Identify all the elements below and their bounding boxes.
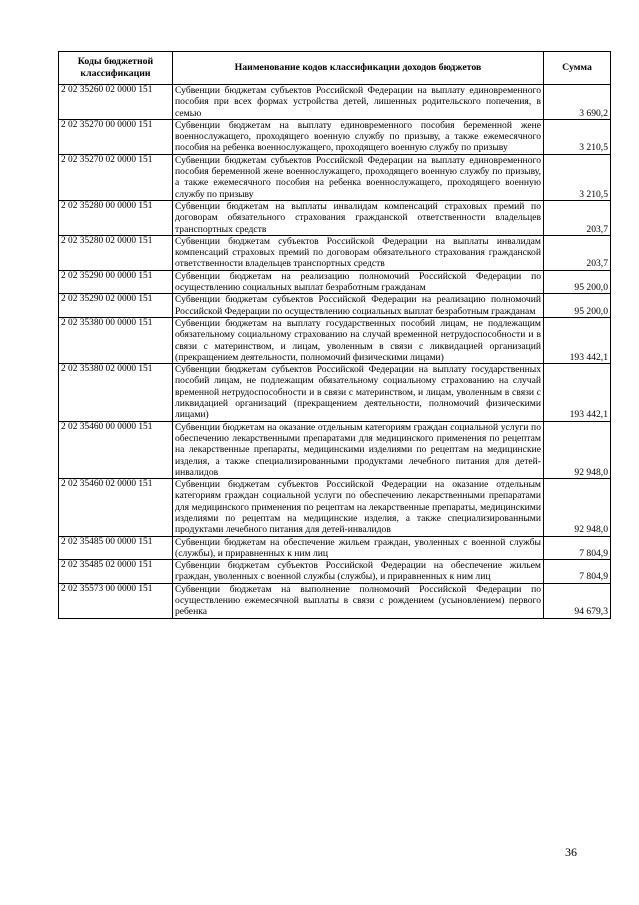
- table-row: [59, 235, 611, 270]
- row-code: 2 02 35485 02 0000 151: [59, 560, 173, 584]
- row-sum: 3 210,5: [544, 154, 611, 200]
- row-code: 2 02 35573 00 0000 151: [59, 583, 173, 618]
- row-code: 2 02 35460 00 0000 151: [59, 421, 173, 478]
- row-sum: 94 679,3: [544, 583, 611, 618]
- row-sum: 203,7: [544, 235, 611, 270]
- table-header-row: [59, 52, 611, 85]
- row-name: Субвенции бюджетам на выплату государственных пособий лицам, не подлежащим обязательному социальному страхованию на случай временной нетрудоспособности и в связи с материнством, и лицам, уволенным в связи с ликвидацией организаций (прекращением деятельности, полномочий физическими лицами): [173, 317, 544, 363]
- row-sum: 92 948,0: [544, 479, 611, 536]
- table-row: [59, 119, 611, 154]
- page-number: 36: [565, 845, 577, 859]
- row-sum: 95 200,0: [544, 294, 611, 318]
- table-row: [59, 317, 611, 363]
- table-row: [59, 294, 611, 318]
- row-name: Субвенции бюджетам субъектов Российской Федерации на оказание отдельным категориям граждан социальной услуги по обеспечению лекарственными препаратами для медицинского применения по рецептам на лекарственные препараты, медицинскими изделиями по рецептам на медицинские изделия, а также специализированными продуктами лечебного питания для детей-инвалидов: [173, 479, 544, 536]
- table-row: [59, 364, 611, 421]
- row-code: 2 02 35260 02 0000 151: [59, 85, 173, 120]
- row-sum: 3 690,2: [544, 85, 611, 120]
- table-row: [59, 200, 611, 235]
- row-name: Субвенции бюджетам субъектов Российской Федерации на выплаты инвалидам компенсаций страховых премий по договорам обязательного страхования гражданской ответственности владельцев транспортных средств: [173, 235, 544, 270]
- row-code: 2 02 35270 00 0000 151: [59, 119, 173, 154]
- table-body: [59, 85, 611, 619]
- row-name: Субвенции бюджетам субъектов Российской Федерации на выплату единовременного пособия при всех формах устройства детей, лишенных родительского попечения, в семью: [173, 85, 544, 120]
- table-row: [59, 536, 611, 560]
- row-name: Субвенции бюджетам субъектов Российской Федерации на выплату единовременного пособия беременной жене военнослужащего, проходящего военную службу по призыву, а также ежемесячного пособия на ребенка военнослужащего, проходящего военную службу по призыву: [173, 154, 544, 200]
- row-name: Субвенции бюджетам субъектов Российской Федерации на обеспечение жильем граждан, уволенных с военной службы (службы), и приравненных к ним лиц: [173, 560, 544, 584]
- row-sum: 203,7: [544, 200, 611, 235]
- row-sum: 7 804,9: [544, 536, 611, 560]
- row-name: Субвенции бюджетам субъектов Российской Федерации на реализацию полномочий Российской Федерации по осуществлению социальных выплат безработным гражданам: [173, 294, 544, 318]
- row-code: 2 02 35380 02 0000 151: [59, 364, 173, 421]
- row-sum: 7 804,9: [544, 560, 611, 584]
- row-code: 2 02 35270 02 0000 151: [59, 154, 173, 200]
- row-code: 2 02 35290 00 0000 151: [59, 270, 173, 294]
- row-name: Субвенции бюджетам на обеспечение жильем граждан, уволенных с военной службы (службы), и приравненных к ним лиц: [173, 536, 544, 560]
- header-codes: Коды бюджетной классификации: [59, 52, 173, 85]
- row-code: 2 02 35460 02 0000 151: [59, 479, 173, 536]
- row-name: Субвенции бюджетам на оказание отдельным категориям граждан социальной услуги по обеспечению лекарственными препаратами для медицинского применения по рецептам на лекарственные препараты, медицинскими изделиями по рецептам на медицинские изделия, а также специализированными продуктами лечебного питания для детей-инвалидов: [173, 421, 544, 478]
- header-name: Наименование кодов классификации доходов бюджетов: [173, 52, 544, 85]
- row-code: 2 02 35280 00 0000 151: [59, 200, 173, 235]
- row-name: Субвенции бюджетам на реализацию полномочий Российской Федерации по осуществлению социальных выплат безработным гражданам: [173, 270, 544, 294]
- row-code: 2 02 35485 00 0000 151: [59, 536, 173, 560]
- table-row: [59, 583, 611, 618]
- header-sum: Сумма: [544, 52, 611, 85]
- row-code: 2 02 35290 02 0000 151: [59, 294, 173, 318]
- row-sum: 193 442,1: [544, 364, 611, 421]
- row-code: 2 02 35380 00 0000 151: [59, 317, 173, 363]
- table-row: [59, 270, 611, 294]
- table-row: [59, 85, 611, 120]
- table-row: [59, 154, 611, 200]
- row-sum: 92 948,0: [544, 421, 611, 478]
- row-name: Субвенции бюджетам на выплаты инвалидам компенсаций страховых премий по договорам обязательного страхования гражданской ответственности владельцев транспортных средств: [173, 200, 544, 235]
- row-code: 2 02 35280 02 0000 151: [59, 235, 173, 270]
- row-name: Субвенции бюджетам субъектов Российской Федерации на выплату государственных пособий лицам, не подлежащим обязательному социальному страхованию на случай временной нетрудоспособности и в связи с материнством, и лицам, уволенным в связи с ликвидацией организаций (прекращением деятельности, полномочий физическими лицами): [173, 364, 544, 421]
- budget-classification-table: [58, 51, 611, 619]
- row-name: Субвенции бюджетам на выполнение полномочий Российской Федерации по осуществлению ежемесячной выплаты в связи с рождением (усыновлением) первого ребенка: [173, 583, 544, 618]
- table-row: [59, 560, 611, 584]
- table-row: [59, 479, 611, 536]
- row-sum: 3 210,5: [544, 119, 611, 154]
- row-sum: 193 442,1: [544, 317, 611, 363]
- table-row: [59, 421, 611, 478]
- row-name: Субвенции бюджетам на выплату единовременного пособия беременной жене военнослужащего, проходящего военную службу по призыву, а также ежемесячного пособия на ребенка военнослужащего, проходящего военную службу по призыву: [173, 119, 544, 154]
- row-sum: 95 200,0: [544, 270, 611, 294]
